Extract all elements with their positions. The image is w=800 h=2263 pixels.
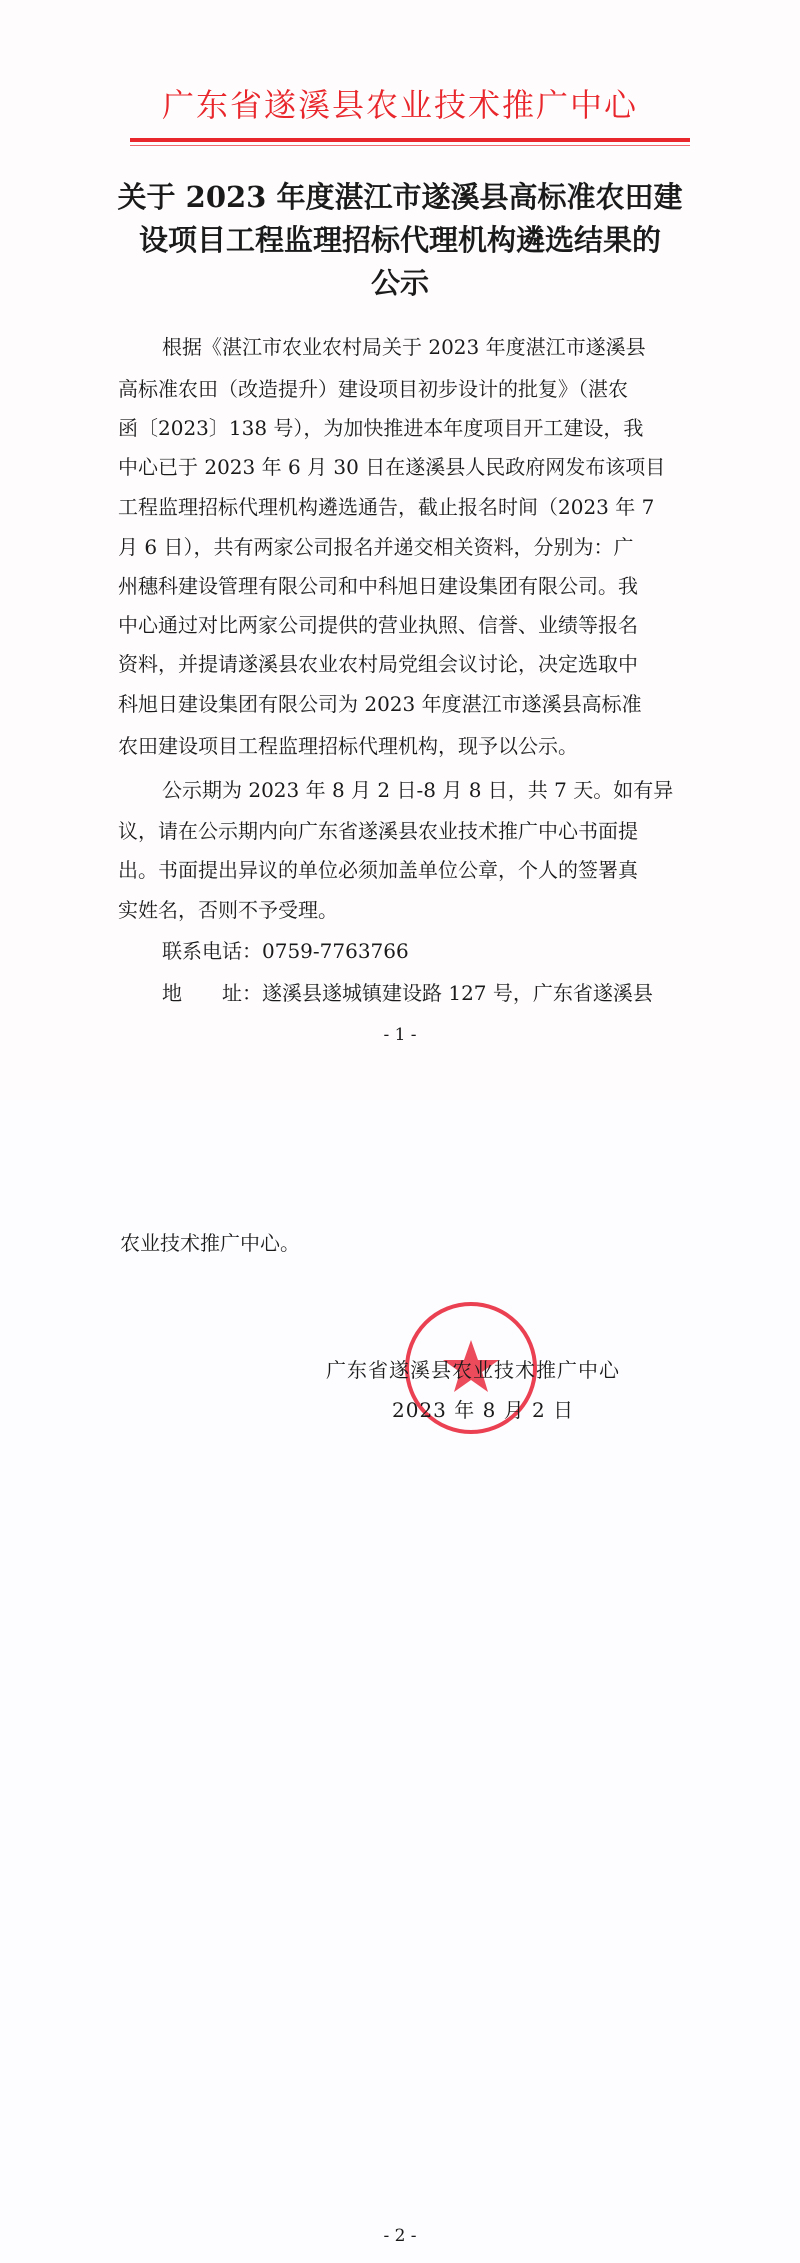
page-number: - 1 - <box>383 1025 417 1045</box>
body-line: 出。书面提出异议的单位必须加盖单位公章，个人的签署真 <box>118 858 638 882</box>
body-line: 根据《湛江市农业农村局关于 2023 年度湛江市遂溪县 <box>162 335 646 359</box>
body-line: 州穗科建设管理有限公司和中科旭日建设集团有限公司。我 <box>118 574 638 598</box>
body-line: 实姓名，否则不予受理。 <box>118 898 338 922</box>
body-line: 月 6 日），共有两家公司报名并递交相关资料，分别为：广 <box>118 535 634 559</box>
body-line: 农田建设项目工程监理招标代理机构，现予以公示。 <box>118 734 578 758</box>
body-line: 资料，并提请遂溪县农业农村局党组会议讨论，决定选取中 <box>118 652 638 676</box>
signature-date: 2023 年 8 月 2 日 <box>392 1398 575 1422</box>
contact-address: 地 址：遂溪县遂城镇建设路 127 号，广东省遂溪县 <box>162 981 653 1005</box>
letterhead-rule-thick <box>130 138 690 142</box>
letterhead: 广东省遂溪县农业技术推广中心 <box>161 86 638 124</box>
title-line: 关于 2023 年度湛江市遂溪县高标准农田建 <box>117 180 683 214</box>
title-line: 设项目工程监理招标代理机构遴选结果的 <box>138 223 661 257</box>
letterhead-rule-thin <box>130 145 690 146</box>
body-line: 科旭日建设集团有限公司为 2023 年度湛江市遂溪县高标准 <box>118 692 642 716</box>
body-line: 中心通过对比两家公司提供的营业执照、信誉、业绩等报名 <box>118 613 638 637</box>
body-line: 议，请在公示期内向广东省遂溪县农业技术推广中心书面提 <box>118 819 638 843</box>
body-line: 函〔2023〕138 号），为加快推进本年度项目开工建设，我 <box>118 416 644 440</box>
title-line: 公示 <box>370 266 429 300</box>
body-line: 公示期为 2023 年 8 月 2 日-8 月 8 日，共 7 天。如有异 <box>162 778 674 802</box>
page-1 <box>0 0 800 1100</box>
body-line: 工程监理招标代理机构遴选通告，截止报名时间（2023 年 7 <box>118 495 655 519</box>
page-2 <box>0 1100 800 2263</box>
page-number: - 2 - <box>383 2226 417 2246</box>
document-title <box>110 176 690 305</box>
body-line: 高标准农田（改造提升）建设项目初步设计的批复》（湛农 <box>118 377 628 401</box>
signature-org: 广东省遂溪县农业技术推广中心 <box>326 1358 620 1382</box>
body-line: 农业技术推广中心。 <box>120 1231 300 1255</box>
body-line: 中心已于 2023 年 6 月 30 日在遂溪县人民政府网发布该项目 <box>118 455 666 479</box>
contact-phone: 联系电话：0759-7763766 <box>162 939 409 963</box>
